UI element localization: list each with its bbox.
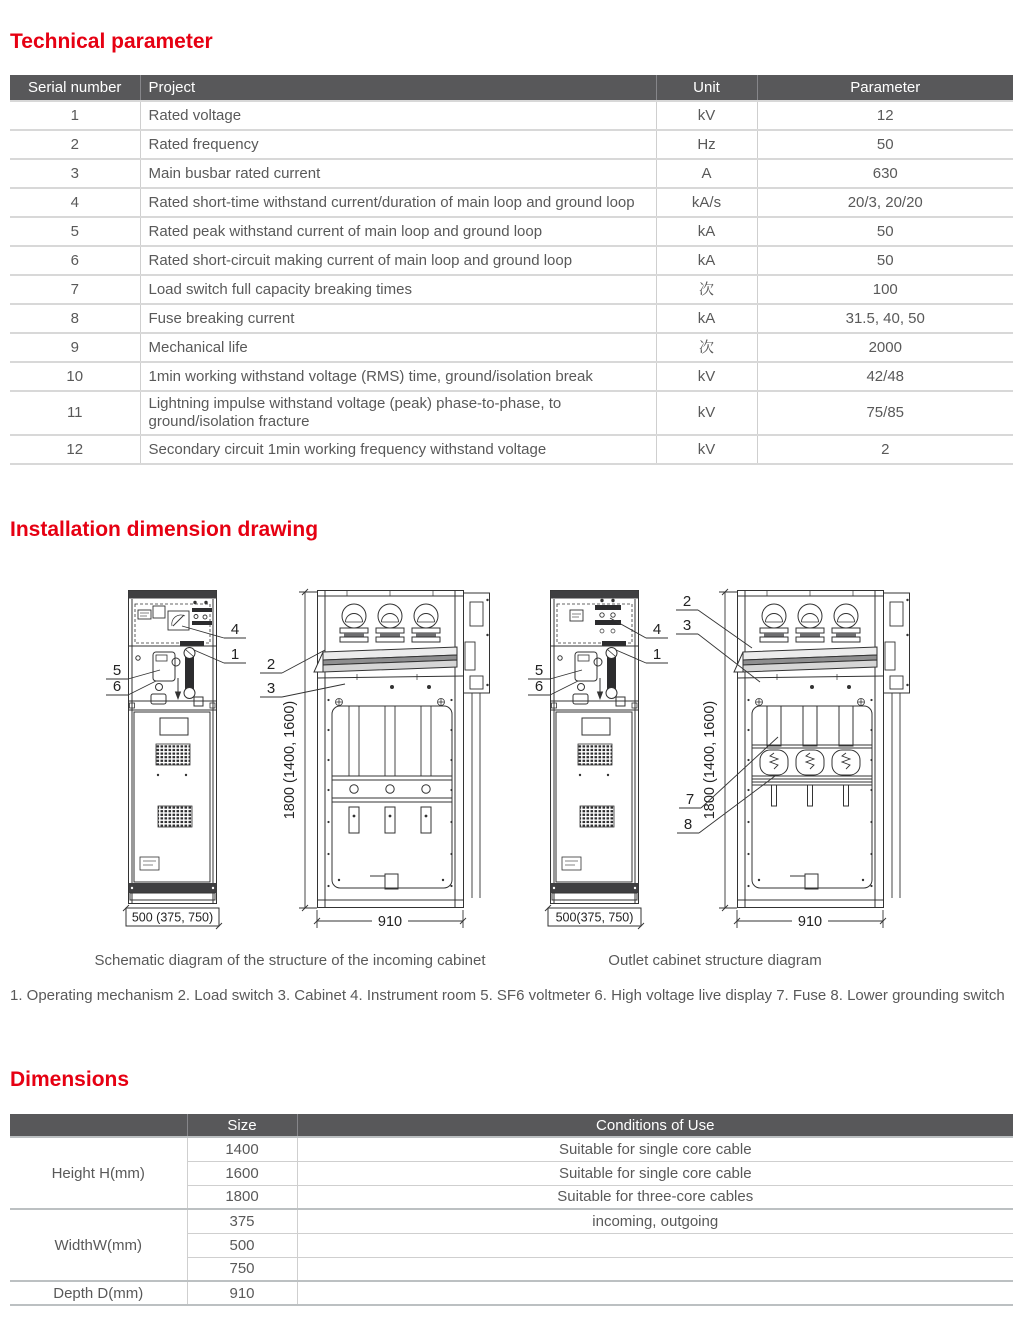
outlet-section-height-dimension: 1800 (1400, 1600): [702, 700, 718, 820]
table-cell: Hz: [656, 130, 757, 159]
table-cell: 次: [656, 275, 757, 304]
column-header-serial-number: Serial number: [10, 75, 140, 101]
incoming-front-width-dimension: 500 (375, 750): [131, 910, 214, 925]
size-cell: 1600: [187, 1161, 297, 1185]
callout-5-sf6-voltmeter: 5: [534, 662, 544, 679]
table-cell: 9: [10, 333, 140, 362]
table-cell: 42/48: [757, 362, 1013, 391]
incoming-cabinet-front-view-drawing: [106, 591, 246, 930]
table-row: [10, 435, 1013, 464]
condition-cell: Suitable for single core cable: [297, 1161, 1013, 1185]
table-cell: 6: [10, 246, 140, 275]
table-cell: kA/s: [656, 188, 757, 217]
table-cell: 20/3, 20/20: [757, 188, 1013, 217]
callout-4-instrument-room: 4: [652, 621, 662, 638]
table-row: [10, 159, 1013, 188]
condition-cell: [297, 1257, 1013, 1281]
table-header-row: [10, 75, 1013, 101]
table-cell: 11: [10, 391, 140, 435]
table-cell: kA: [656, 246, 757, 275]
outlet-cabinet-front-view-drawing: [528, 591, 668, 930]
table-row: [10, 188, 1013, 217]
table-cell: 4: [10, 188, 140, 217]
table-row: [10, 1137, 1013, 1161]
table-cell: 31.5, 40, 50: [757, 304, 1013, 333]
column-header-size: Size: [187, 1114, 297, 1137]
table-row: [10, 275, 1013, 304]
table-cell: Secondary circuit 1min working frequency withstand voltage: [140, 435, 656, 464]
table-cell: kV: [656, 362, 757, 391]
table-row: [10, 333, 1013, 362]
table-cell: kA: [656, 304, 757, 333]
table-cell: 7: [10, 275, 140, 304]
condition-cell: [297, 1281, 1013, 1305]
outlet-section-width-dimension: 910: [797, 914, 823, 930]
callout-6-high-voltage-live-display: 6: [534, 678, 544, 695]
incoming-section-width-dimension: 910: [377, 914, 403, 930]
table-cell: 10: [10, 362, 140, 391]
table-row: [10, 1209, 1013, 1233]
table-row: [10, 362, 1013, 391]
table-cell: 12: [757, 101, 1013, 130]
table-cell: kV: [656, 435, 757, 464]
table-row: [10, 101, 1013, 130]
technical-parameter-table: [10, 75, 1013, 465]
table-cell: kA: [656, 217, 757, 246]
callout-1-operating-mechanism: 1: [652, 646, 662, 663]
table-row: [10, 1281, 1013, 1305]
outlet-front-width-dimension: 500(375, 750): [555, 910, 634, 925]
callout-1-operating-mechanism: 1: [230, 646, 240, 663]
table-cell: 50: [757, 130, 1013, 159]
dimension-group-label: Height H(mm): [10, 1137, 187, 1209]
callout-2-load-switch: 2: [682, 593, 692, 610]
outlet-cabinet-caption: Outlet cabinet structure diagram: [608, 952, 822, 969]
callout-6-high-voltage-live-display: 6: [112, 678, 122, 695]
incoming-cabinet-section-view-drawing: [260, 589, 490, 930]
callout-4-instrument-room: 4: [230, 621, 240, 638]
dimension-group-label: WidthW(mm): [10, 1209, 187, 1281]
table-row: [10, 246, 1013, 275]
table-cell: Fuse breaking current: [140, 304, 656, 333]
table-cell: Main busbar rated current: [140, 159, 656, 188]
table-cell: 2000: [757, 333, 1013, 362]
table-cell: Mechanical life: [140, 333, 656, 362]
table-cell: 100: [757, 275, 1013, 304]
size-cell: 375: [187, 1209, 297, 1233]
section-heading-technical-parameter: Technical parameter: [10, 30, 213, 53]
table-cell: kV: [656, 391, 757, 435]
size-cell: 910: [187, 1281, 297, 1305]
table-header-row: [10, 1114, 1013, 1137]
table-cell: Load switch full capacity breaking times: [140, 275, 656, 304]
table-cell: 8: [10, 304, 140, 333]
column-header-project: Project: [140, 75, 656, 101]
condition-cell: incoming, outgoing: [297, 1209, 1013, 1233]
callout-7-fuse: 7: [685, 791, 695, 808]
size-cell: 500: [187, 1233, 297, 1257]
section-heading-dimensions: Dimensions: [10, 1068, 130, 1091]
condition-cell: Suitable for three-core cables: [297, 1185, 1013, 1209]
table-cell: Rated short-circuit making current of main loop and ground loop: [140, 246, 656, 275]
condition-cell: Suitable for single core cable: [297, 1137, 1013, 1161]
table-cell: 50: [757, 217, 1013, 246]
outlet-cabinet-section-view-drawing: [676, 589, 910, 930]
drawing-parts-legend: 1. Operating mechanism 2. Load switch 3. Cabinet 4. Instrument room 5. SF6 voltmeter 6. High voltage live display 7. Fuse 8. Lower grounding switch: [10, 987, 1005, 1004]
size-cell: 1400: [187, 1137, 297, 1161]
incoming-cabinet-caption: Schematic diagram of the structure of the incoming cabinet: [94, 952, 486, 969]
table-cell: 75/85: [757, 391, 1013, 435]
section-heading-installation-dimension-drawing: Installation dimension drawing: [10, 518, 319, 541]
column-header-unit: Unit: [656, 75, 757, 101]
size-cell: 1800: [187, 1185, 297, 1209]
table-cell: Rated voltage: [140, 101, 656, 130]
incoming-section-height-dimension: 1800 (1400, 1600): [282, 700, 298, 820]
column-header-conditions-of-use: Conditions of Use: [297, 1114, 1013, 1137]
table-cell: 1: [10, 101, 140, 130]
table-cell: 次: [656, 333, 757, 362]
table-row: [10, 130, 1013, 159]
table-cell: 12: [10, 435, 140, 464]
callout-8-lower-grounding-switch: 8: [683, 816, 693, 833]
table-cell: 2: [10, 130, 140, 159]
table-cell: 50: [757, 246, 1013, 275]
table-cell: A: [656, 159, 757, 188]
callout-3-cabinet: 3: [682, 617, 692, 634]
installation-dimension-drawings: [0, 570, 1020, 950]
callout-5-sf6-voltmeter: 5: [112, 662, 122, 679]
table-cell: Lightning impulse withstand voltage (peak) phase-to-phase, to ground/isolation fracture: [140, 391, 656, 435]
table-row: [10, 217, 1013, 246]
callout-3-cabinet: 3: [266, 680, 276, 697]
table-cell: Rated frequency: [140, 130, 656, 159]
table-cell: 5: [10, 217, 140, 246]
size-cell: 750: [187, 1257, 297, 1281]
callout-2-load-switch: 2: [266, 656, 276, 673]
table-cell: 1min working withstand voltage (RMS) time, ground/isolation break: [140, 362, 656, 391]
table-cell: 3: [10, 159, 140, 188]
table-cell: 630: [757, 159, 1013, 188]
dimension-group-label: Depth D(mm): [10, 1281, 187, 1305]
table-cell: Rated short-time withstand current/duration of main loop and ground loop: [140, 188, 656, 217]
table-row: [10, 304, 1013, 333]
table-cell: kV: [656, 101, 757, 130]
column-header-parameter: Parameter: [757, 75, 1013, 101]
condition-cell: [297, 1233, 1013, 1257]
column-header-blank: [10, 1114, 187, 1137]
table-row: [10, 391, 1013, 435]
table-cell: Rated peak withstand current of main loop and ground loop: [140, 217, 656, 246]
table-cell: 2: [757, 435, 1013, 464]
dimensions-table: [10, 1114, 1013, 1306]
